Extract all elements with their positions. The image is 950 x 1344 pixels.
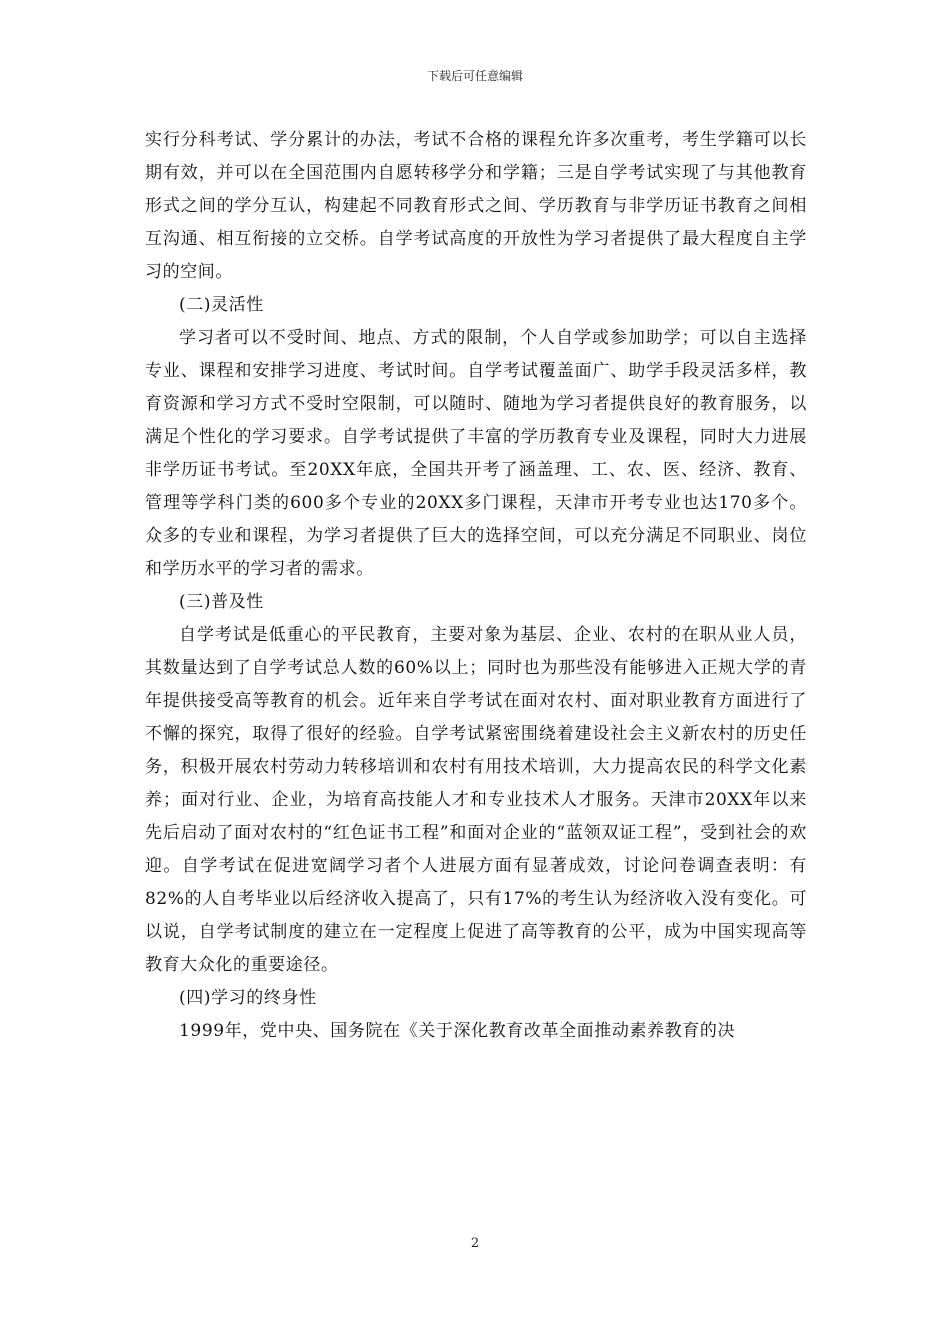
section-heading-flexibility: (二)灵活性 xyxy=(179,295,264,315)
page-header: 下载后可任意编辑 xyxy=(426,69,523,83)
paragraph-popularity: 自学考试是低重心的平民教育，主要对象为基层、企业、农村的在职从业人员，其数量达到了自学考试总人数的60%以上；同时也为那些没有能够进入正规大学的青年提供接受高等教育的机会。近年来自学考试在面对农村、面对职业教育方面进行了不懈的探究，取得了很好的经验。自学考试紧密围绕着建设社会主义新农村的历史任务，积极开展农村劳动力转移培训和农村有用技术培训，大力提高农民的科学文化素养；面对行业、企业，为培育高技能人才和专业技术人才服务。天津市20XX年以来先后启动了面对农村的“红色证书工程”和面对企业的“蓝领双证工程”，受到社会的欢迎。自学考试在促进宽阔学习者个人进展方面有显著成效，讨论问卷调查表明：有82%的人自考毕业以后经济收入提高了，只有17%的考生认为经济收入没有变化。可以说，自学考试制度的建立在一定程度上促进了高等教育的公平，成为中国实现高等教育大众化的重要途径。 xyxy=(145,625,807,975)
paragraph-open-continuation: 实行分科考试、学分累计的办法，考试不合格的课程允许多次重考，考生学籍可以长期有效，并可以在全国范围内自愿转移学分和学籍；三是自学考试实现了与其他教育形式之间的学分互认，构建起不同教育形式之间、学历教育与非学历证书教育之间相互沟通、相互衔接的立交桥。自学考试高度的开放性为学习者提供了最大程度自主学习的空间。 xyxy=(145,130,807,282)
paragraph-lifelong-learning: 1999年，党中央、国务院在《关于深化教育改革全面推动素养教育的决 xyxy=(179,1021,736,1041)
section-heading-popularity: (三)普及性 xyxy=(179,592,264,612)
section-heading-lifelong-learning: (四)学习的终身性 xyxy=(179,988,317,1008)
page-number: 2 xyxy=(470,1236,480,1251)
document-body xyxy=(145,124,807,1048)
paragraph-flexibility: 学习者可以不受时间、地点、方式的限制，个人自学或参加助学；可以自主选择专业、课程和安排学习进度、考试时间。自学考试覆盖面广、助学手段灵活多样，教育资源和学习方式不受时空限制，可以随时、随地为学习者提供良好的教育服务，以满足个性化的学习要求。自学考试提供了丰富的学历教育专业及课程，同时大力进展非学历证书考试。至20XX年底，全国共开考了涵盖理、工、农、医、经济、教育、管理等学科门类的600多个专业的20XX多门课程，天津市开考专业也达170多个。众多的专业和课程，为学习者提供了巨大的选择空间，可以充分满足不同职业、岗位和学历水平的学习者的需求。 xyxy=(145,328,807,579)
